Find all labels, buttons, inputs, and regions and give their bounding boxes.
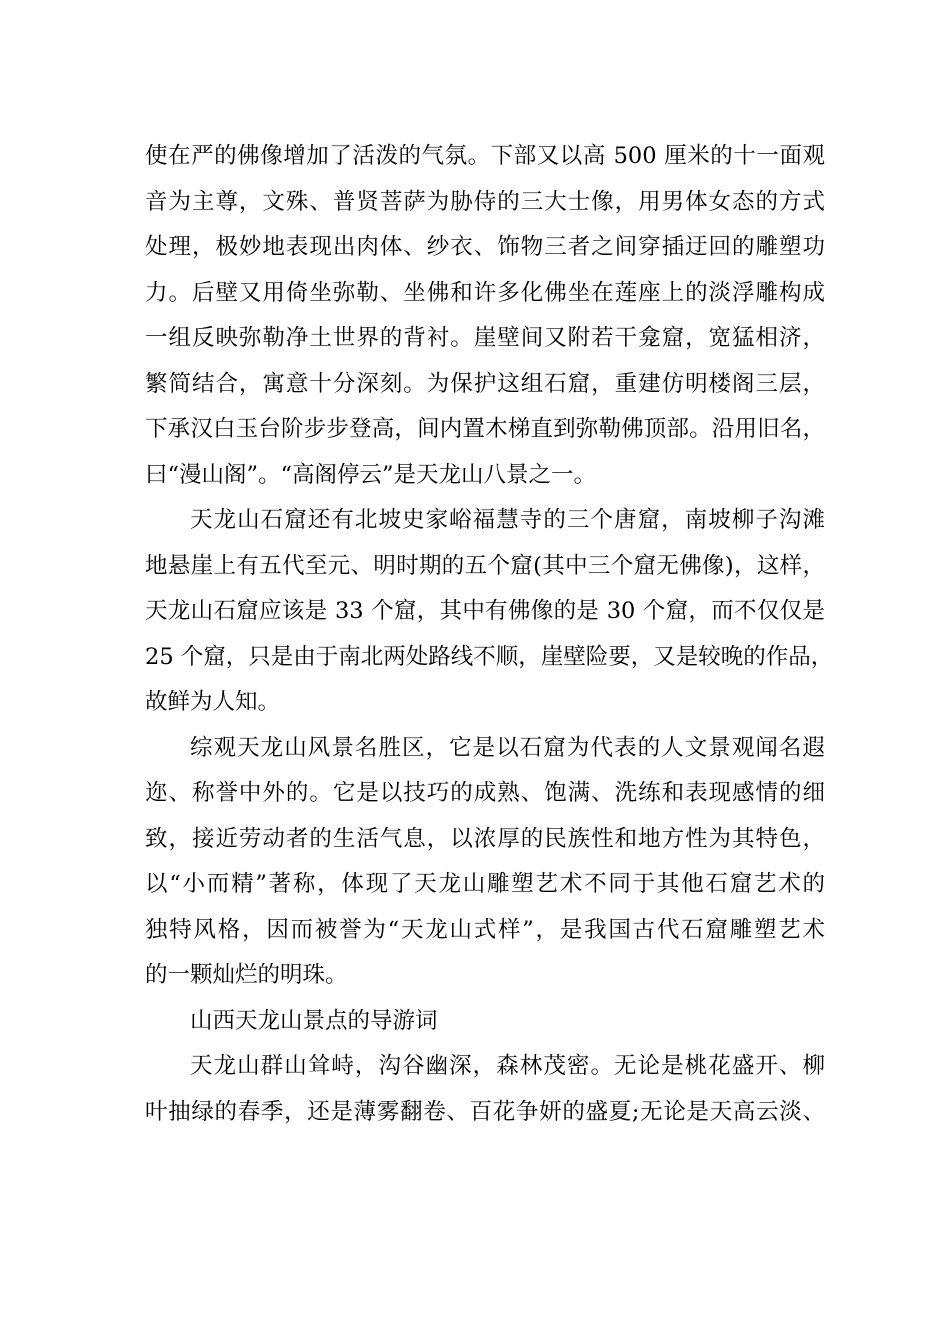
paragraph-3-line-1: 综观天龙山风景名胜区，它是以石窟为代表的人文景观闻名遐: [190, 734, 825, 761]
paragraph-3-line-2: 迩、称誉中外的。它是以技巧的成熟、饱满、洗练和表现感情的细: [145, 780, 825, 806]
paragraph-2-line-3: 天龙山石窟应该是 33 个窟，其中有佛像的是 30 个窟，而不仅仅是: [145, 598, 825, 624]
paragraph-3-line-4: 以“小而精”著称，体现了天龙山雕塑艺术不同于其他石窟艺术的: [145, 871, 825, 897]
section-heading: 山西天龙山景点的导游词: [190, 1007, 438, 1034]
document-body: [145, 134, 834, 1135]
paragraph-1-line-5: 一组反映弥勒净土世界的背衬。崖壁间又附若干龛窟，宽猛相济，: [145, 325, 825, 351]
paragraph-1-line-4: 力。后壁又用倚坐弥勒、坐佛和许多化佛坐在莲座上的淡浮雕构成: [145, 279, 825, 306]
paragraph-4-line-1: 天龙山群山耸峙，沟谷幽深，森林茂密。无论是桃花盛开、柳: [190, 1053, 825, 1079]
paragraph-1-line-8: 曰“漫山阁”。“高阁停云”是天龙山八景之一。: [145, 461, 597, 488]
paragraph-3-line-5: 独特风格，因而被誉为“天龙山式样”，是我国古代石窟雕塑艺术: [145, 916, 825, 943]
paragraph-2-line-5: 故鲜为人知。: [145, 689, 281, 715]
paragraph-2-line-4: 25 个窟，只是由于南北两处路线不顺，崖壁险要，又是较晚的作品，: [145, 643, 834, 670]
paragraph-1-line-6: 繁简结合，寓意十分深刻。为保护这组石窟，重建仿明楼阁三层，: [145, 370, 825, 397]
paragraph-1-line-1: 使在严的佛像增加了活泼的气氛。下部又以高 500 厘米的十一面观: [145, 143, 825, 169]
paragraph-1-line-2: 音为主尊，文殊、普贤菩萨为胁侍的三大士像，用男体女态的方式: [145, 188, 825, 215]
paragraph-3-line-6: 的一颗灿烂的明珠。: [145, 962, 348, 988]
paragraph-1-line-7: 下承汉白玉台阶步步登高，间内置木梯直到弥勒佛顶部。沿用旧名，: [145, 416, 825, 442]
paragraph-1-line-3: 处理，极妙地表现出肉体、纱衣、饰物三者之间穿插迂回的雕塑功: [145, 234, 825, 260]
paragraph-3-line-3: 致，接近劳动者的生活气息，以浓厚的民族性和地方性为其特色，: [145, 825, 825, 852]
paragraph-2-line-1: 天龙山石窟还有北坡史家峪福慧寺的三个唐窟，南坡柳子沟滩: [190, 507, 825, 533]
paragraph-4-line-2: 叶抽绿的春季，还是薄雾翻卷、百花争妍的盛夏;无论是天高云淡、: [145, 1098, 825, 1125]
paragraph-2-line-2: 地悬崖上有五代至元、明时期的五个窟(其中三个窟无佛像)，这样，: [145, 552, 825, 579]
